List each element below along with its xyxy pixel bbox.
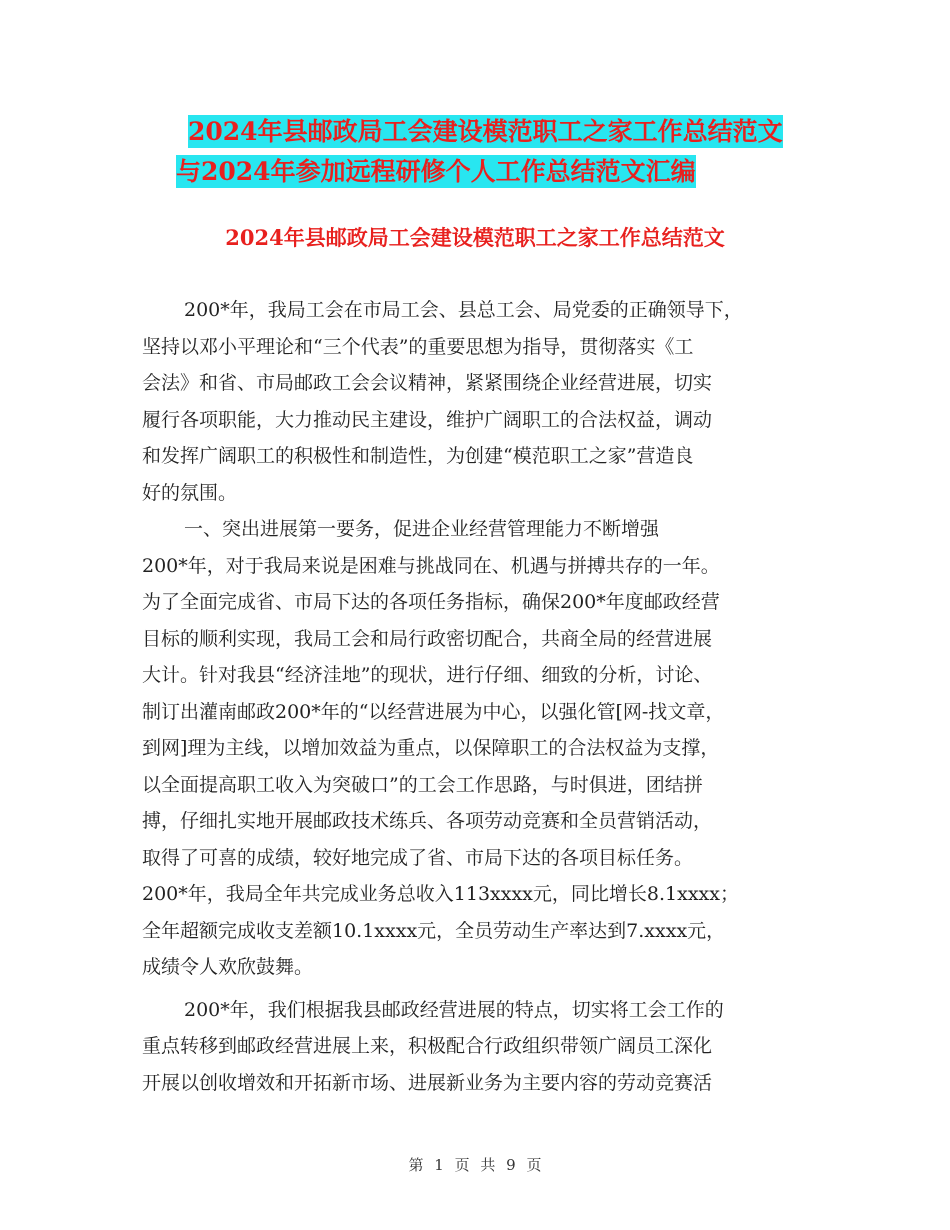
document-title-line-1: 2024年县邮政局工会建设模范职工之家工作总结范文: [188, 117, 783, 146]
paragraph-2-line-11: 200*年，我局全年共完成业务总收入113xxxx元，同比增长8.1xxxx；: [142, 883, 739, 905]
paragraph-2-line-13: 成绩令人欢欣鼓舞。: [142, 956, 314, 978]
document-title: [160, 112, 820, 192]
paragraph-1-line-5: 和发挥广阔职工的积极性和制造性，为创建“模范职工之家”营造良: [142, 445, 694, 467]
paragraph-2-line-10: 取得了可喜的成绩，较好地完成了省、市局下达的各项目标任务。: [142, 846, 694, 869]
paragraph-2-line-4: 目标的顺利实现，我局工会和局行政密切配合，共商全局的经营进展: [142, 627, 713, 650]
paragraph-2-line-1: 一、突出进展第一要务，促进企业经营管理能力不断增强: [184, 518, 660, 540]
paragraph-1-line-4: 履行各项职能，大力推动民主建设，维护广阔职工的合法权益，调动: [142, 408, 713, 431]
paragraph-2-line-9: 搏，仔细扎实地开展邮政技术练兵、各项劳动竞赛和全员营销活动，: [142, 810, 713, 832]
document-title-line-2: 与2024年参加远程研修个人工作总结范文汇编: [176, 157, 696, 186]
paragraph-2-line-2: 200*年，对于我局来说是困难与挑战同在、机遇与拼搏共存的一年。: [142, 554, 720, 577]
paragraph-1-line-2: 坚持以邓小平理论和“三个代表”的重要思想为指导，贯彻落实《工: [142, 335, 694, 358]
page-indicator: 第 1 页 共 9 页: [408, 1156, 542, 1174]
section-title: 2024年县邮政局工会建设模范职工之家工作总结范文: [225, 225, 725, 250]
paragraph-2-line-12: 全年超额完成收支差额10.1xxxx元，全员劳动生产率达到7.xxxx元，: [142, 919, 726, 942]
paragraph-2-line-7: 到网]理为主线，以增加效益为重点，以保障职工的合法权益为支撑，: [142, 737, 720, 759]
paragraph-1-line-1: 200*年，我局工会在市局工会、县总工会、局党委的正确领导下，: [184, 299, 743, 321]
paragraph-2-line-6: 制订出灌南邮政200*年的“以经营进展为中心，以强化管[网-找文章，: [142, 700, 725, 723]
paragraph-1-line-3: 会法》和省、市局邮政工会会议精神，紧紧围绕企业经营进展，切实: [142, 372, 713, 394]
paragraph-2-line-5: 大计。针对我县“经济洼地”的现状，进行仔细、细致的分析，讨论、: [142, 664, 713, 686]
paragraph-1-line-6: 好的氛围。: [142, 481, 238, 504]
paragraph-2-line-8: 以全面提高职工收入为突破口”的工会工作思路，与时俱进，团结拼: [142, 773, 703, 796]
paragraph-3-line-2: 重点转移到邮政经营进展上来，积极配合行政组织带领广阔员工深化: [142, 1035, 713, 1057]
paragraph-2-line-3: 为了全面完成省、市局下达的各项任务指标，确保200*年度邮政经营: [142, 591, 720, 613]
paragraph-3-line-3: 开展以创收增效和开拓新市场、进展新业务为主要内容的劳动竞赛活: [142, 1071, 713, 1094]
paragraph-3-line-1: 200*年，我们根据我县邮政经营进展的特点，切实将工会工作的: [184, 998, 724, 1021]
document-body: [142, 292, 807, 1101]
